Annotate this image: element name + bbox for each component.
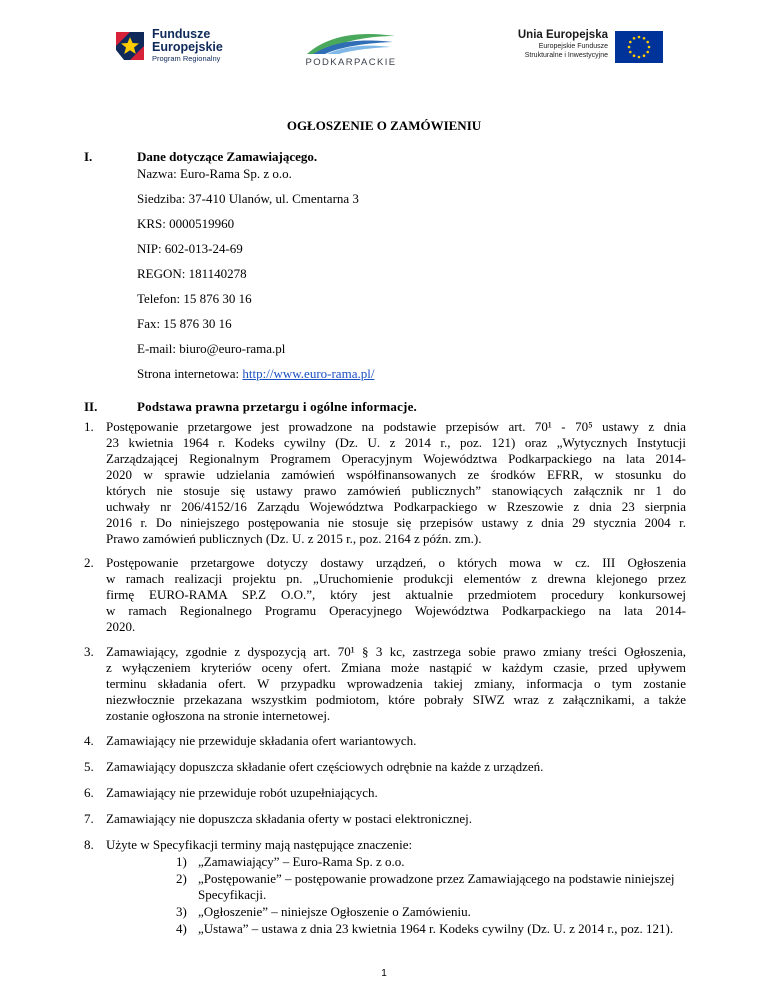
definition-line: Specyfikacji. — [198, 887, 267, 902]
definition-number: 2) — [176, 871, 187, 886]
item-line: Użyte w Specyfikacji terminy mają następujące znaczenie: — [106, 837, 413, 852]
definition-number: 4) — [176, 921, 187, 936]
field-address: Siedziba: 37-410 Ulanów, ul. Cmentarna 3 — [137, 191, 359, 206]
item-line: Zamawiający, zgodnie z dyspozycją art. 70¹ § 3 kc, zastrzega sobie prawo zmiany treści Ogłoszenia, — [106, 644, 686, 659]
item-line: uchwały nr 206/4152/16 Zarządu Województwa Podkarpackiego w Rzeszowie z dnia 23 sierpnia — [106, 499, 686, 514]
ue-line1: Unia Europejska — [517, 29, 608, 41]
podkarpackie-name: PODKARPACKIE — [305, 57, 397, 68]
item-number: 6. — [84, 785, 94, 800]
unia-europejska-logo — [500, 28, 670, 70]
fe-line2: Europejskie — [152, 40, 223, 54]
item-line: w ramach realizacji projektu pn. „Uruchomienie produkcji elementów z drewna klejonego przez — [106, 571, 686, 586]
item-line: zostanie ogłoszona na stronie internetowej. — [106, 708, 331, 723]
field-email: E-mail: biuro@euro-rama.pl — [137, 341, 286, 356]
section-title: Podstawa prawna przetargu i ogólne informacje. — [137, 399, 417, 414]
website-link[interactable]: http://www.euro-rama.pl/ — [242, 366, 375, 381]
field-fax: Fax: 15 876 30 16 — [137, 316, 232, 331]
field-nip: NIP: 602-013-24-69 — [137, 241, 243, 256]
field-krs: KRS: 0000519960 — [137, 216, 235, 231]
podkarpackie-hills-icon — [305, 28, 397, 56]
item-line: Zarządzającej Regionalnym Programem Operacyjnym Województwa Podkarpackiego na lata 2014- — [106, 451, 686, 466]
item-number: 5. — [84, 759, 94, 774]
item-number: 2. — [84, 555, 94, 570]
item-number: 4. — [84, 733, 94, 748]
eu-flag-icon — [615, 31, 663, 63]
item-line: z wyłączeniem kryteriów oceny ofert. Zmiana może nastąpić w każdym czasie, przed upływem — [106, 660, 686, 675]
definition-line: „Ogłoszenie” – niniejsze Ogłoszenie o Zamówieniu. — [198, 904, 471, 919]
field-website — [137, 366, 374, 382]
item-number: 8. — [84, 837, 94, 852]
item-line: 2020 w sprawie udzielania zamówień współfinansowanych ze środków EFRR, w stosunku do — [106, 467, 686, 482]
item-line: 23 kwietnia 1964 r. Kodeks cywilny (Dz. U. z 2014 r., poz. 121) oraz „Wytycznych Instytucji — [106, 435, 686, 450]
ue-line3: Strukturalne i Inwestycyjne — [524, 52, 608, 59]
fe-star-icon — [112, 28, 148, 64]
item-line: Zamawiający nie przewiduje składania ofert wariantowych. — [106, 733, 417, 748]
item-line: Prawo zamówień publicznych (Dz. U. z 2015 r., poz. 2164 z późn. zm.). — [106, 531, 482, 546]
document-title: OGŁOSZENIE O ZAMÓWIENIU — [286, 118, 482, 133]
podkarpackie-logo — [296, 28, 406, 70]
fe-line3: Program Regionalny — [152, 54, 221, 63]
item-line: których nie stosuje się ustawy prawo zamówień publicznych” stanowiących załącznik nr 1 do — [106, 483, 686, 498]
field-regon: REGON: 181140278 — [137, 266, 247, 281]
item-number: 7. — [84, 811, 94, 826]
definition-line: „Postępowanie” – postępowanie prowadzone przez Zamawiającego na podstawie niniejszej — [198, 871, 675, 886]
item-line: Zamawiający nie dopuszcza składania oferty w postaci elektronicznej. — [106, 811, 473, 826]
item-line: Postępowanie przetargowe jest prowadzone na podstawie przepisów art. 70¹ - 70⁵ ustawy z dnia — [106, 419, 686, 434]
ue-line2: Europejskie Fundusze — [538, 43, 608, 50]
item-line: Postępowanie przetargowe dotyczy dostawy urządzeń, o których mowa w cz. III Ogłoszenia — [106, 555, 686, 570]
section-number: II. — [84, 399, 98, 414]
item-line: niezwłocznie przekazana wszystkim podmiotom, które pobrały SIWZ wraz z załącznikami, a także — [106, 692, 686, 707]
definition-number: 1) — [176, 854, 187, 869]
definition-line: „Zamawiający” – Euro-Rama Sp. z o.o. — [198, 854, 405, 869]
fe-line1: Fundusze — [152, 27, 211, 41]
field-phone: Telefon: 15 876 30 16 — [137, 291, 252, 306]
item-number: 1. — [84, 419, 94, 434]
item-line: firmę EURO-RAMA SP.Z O.O.”, który jest aktualnie przedmiotem procedury konkursowej — [106, 587, 686, 602]
section-number: I. — [84, 149, 93, 164]
item-line: 2016 r. Do niniejszego postępowania nie stosuje się przepisów ustawy z dnia 29 stycznia 2004 r. — [106, 515, 686, 530]
website-label: Strona internetowa: — [137, 366, 243, 381]
page-number: 1 — [381, 968, 387, 979]
item-line: terminu składania ofert. W przypadku wprowadzenia takiej zmiany, informacja o tym zostanie — [106, 676, 686, 691]
section-title: Dane dotyczące Zamawiającego. — [137, 149, 318, 164]
fundusze-europejskie-logo — [112, 28, 252, 74]
item-line: 2020. — [106, 619, 136, 634]
definition-number: 3) — [176, 904, 187, 919]
item-line: Zamawiający dopuszcza składanie ofert częściowych odrębnie na każde z urządzeń. — [106, 759, 544, 774]
field-name: Nazwa: Euro-Rama Sp. z o.o. — [137, 166, 292, 181]
item-line: w ramach Regionalnego Programu Operacyjnego Województwa Podkarpackiego na lata 2014- — [106, 603, 686, 618]
item-number: 3. — [84, 644, 94, 659]
item-line: Zamawiający nie przewiduje robót uzupełniających. — [106, 785, 378, 800]
definition-line: „Ustawa” – ustawa z dnia 23 kwietnia 1964 r. Kodeks cywilny (Dz. U. z 2014 r., poz. 121). — [198, 921, 674, 936]
